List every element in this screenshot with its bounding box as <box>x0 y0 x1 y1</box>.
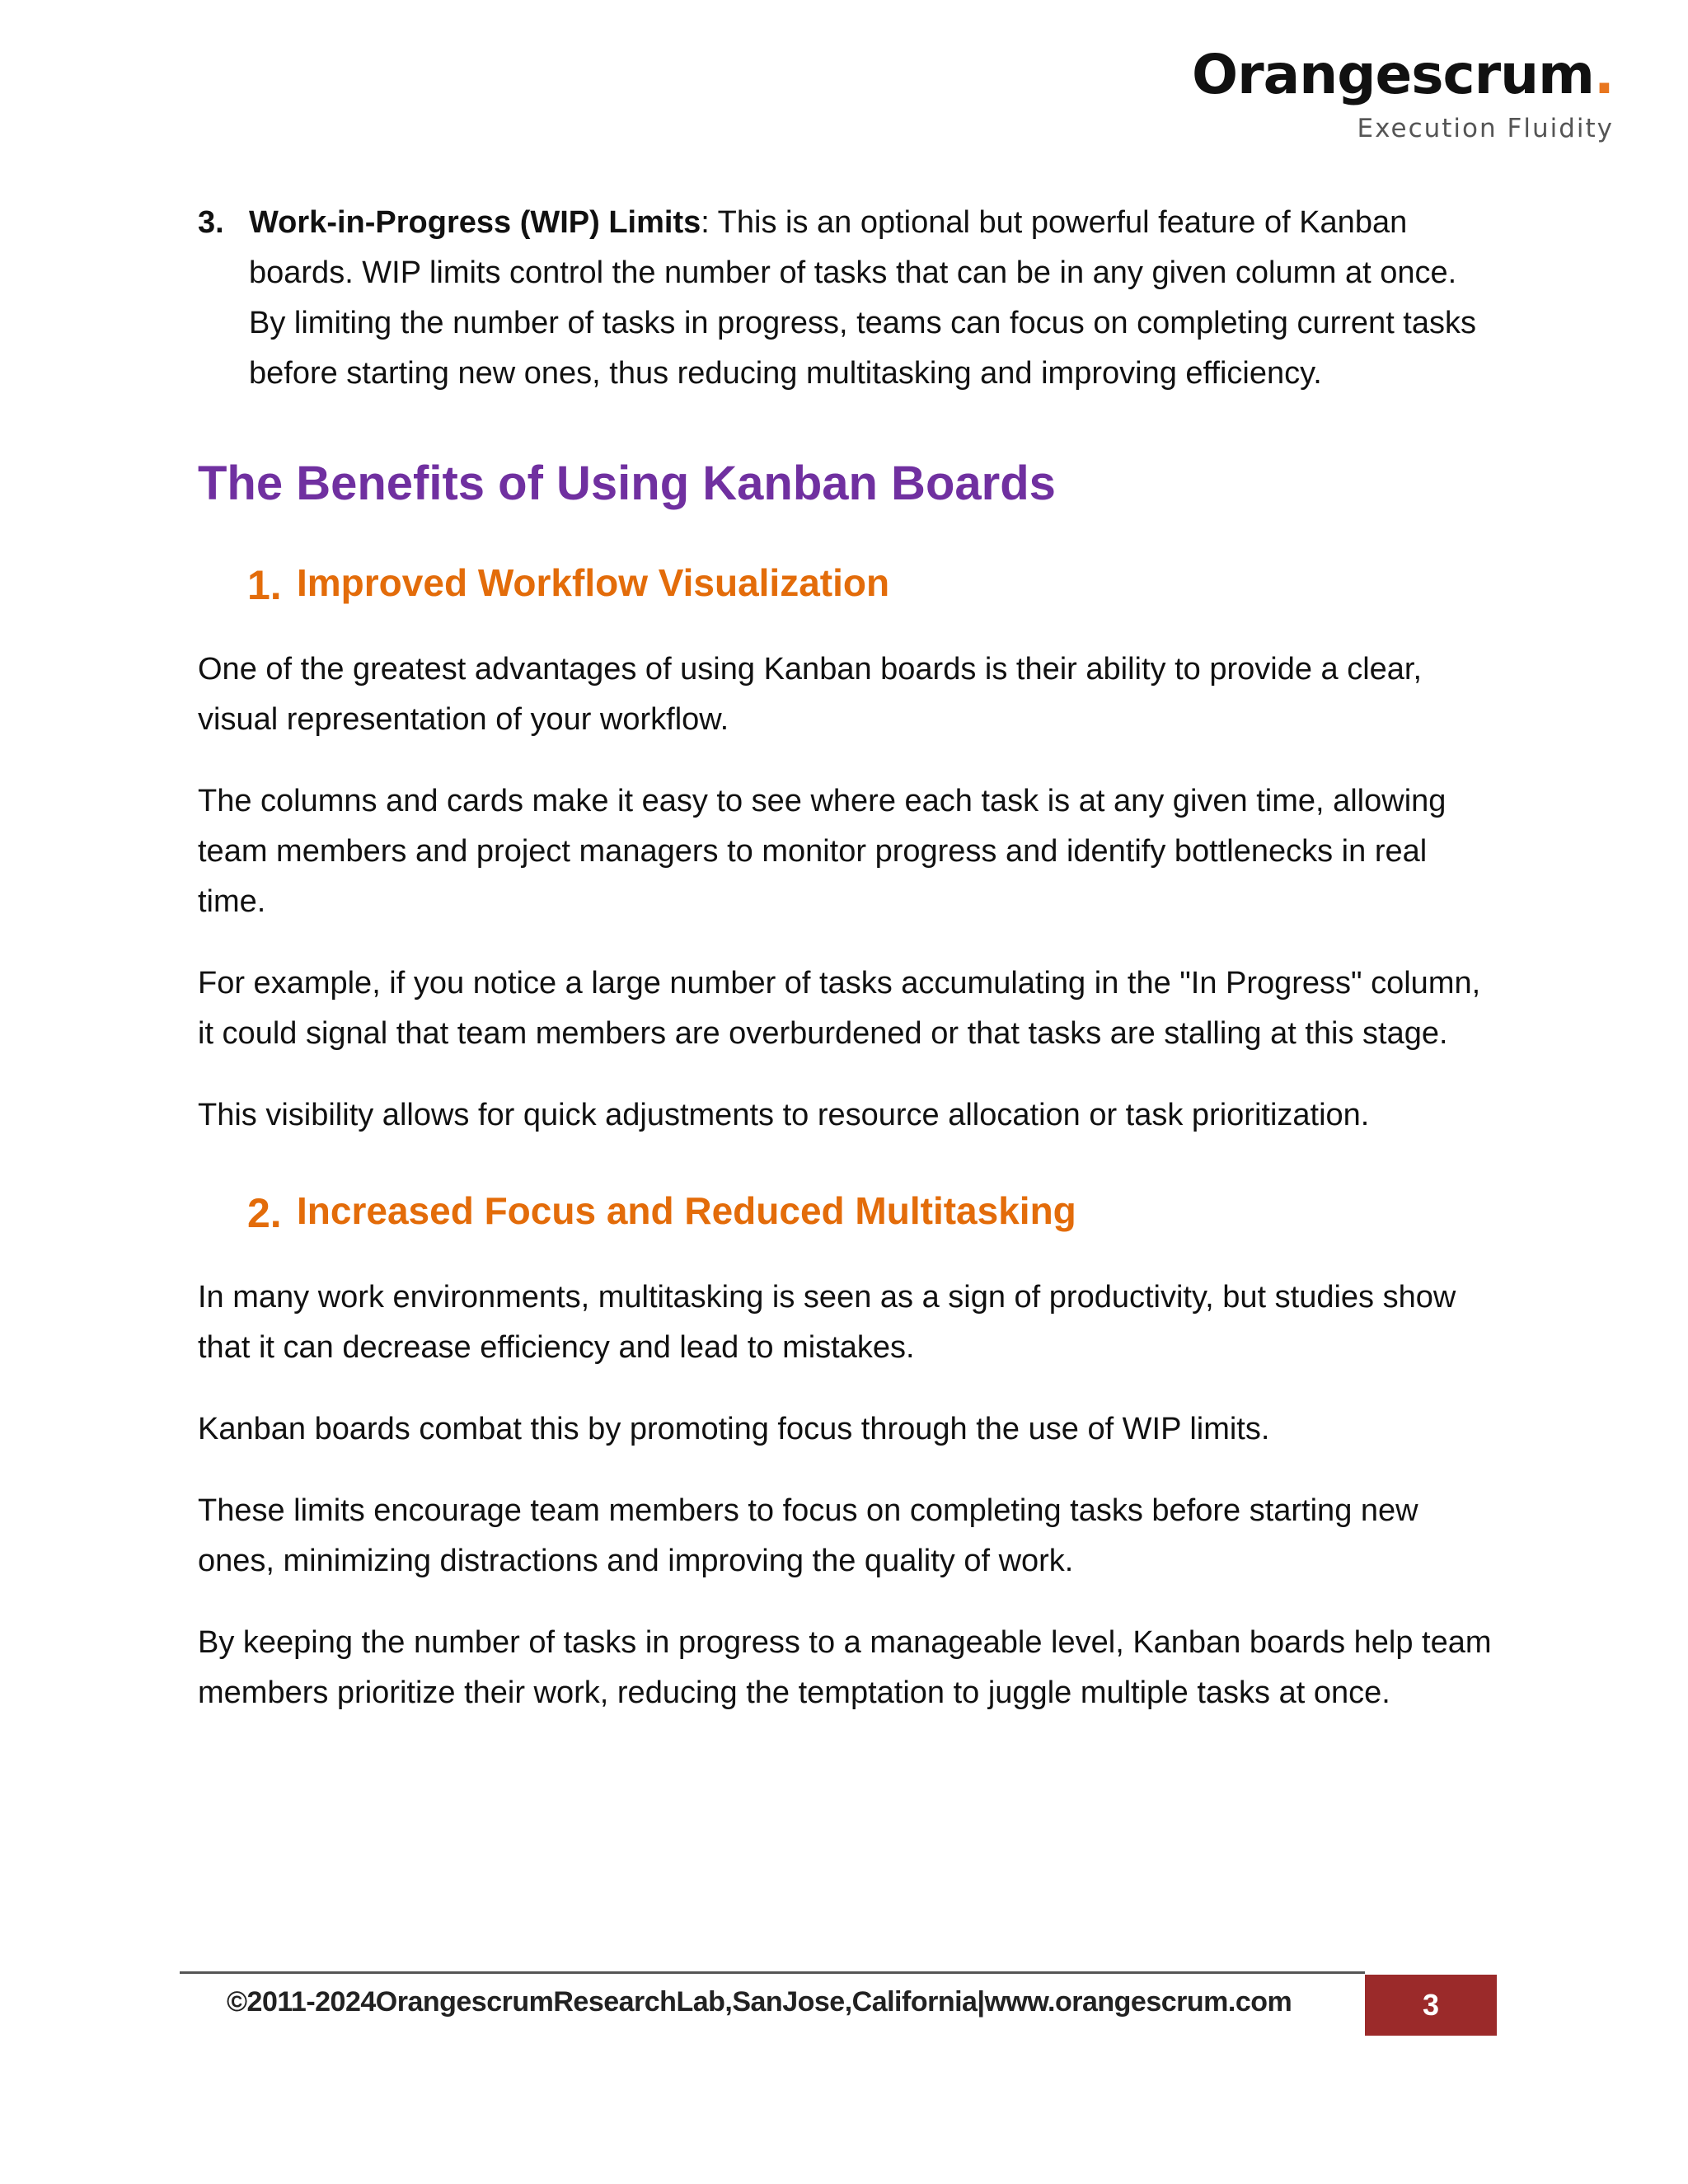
document-body <box>198 198 1500 1718</box>
logo-wordmark <box>1192 43 1614 106</box>
paragraph: One of the greatest advantages of using Kanban boards is their ability to provide a clear, visual representation of your workflow. <box>198 651 1423 737</box>
page-number: 3 <box>1365 1975 1497 2036</box>
footer-divider <box>180 1971 1365 1974</box>
list-item-wip-limits <box>198 198 1500 399</box>
subsection-heading-2 <box>247 1188 1500 1238</box>
subsection-title: Increased Focus and Reduced Multitasking <box>297 1188 1076 1232</box>
orangescrum-logo <box>1192 43 1614 143</box>
paragraph: Kanban boards combat this by promoting focus through the use of WIP limits. <box>198 1411 1270 1446</box>
paragraph: The columns and cards make it easy to see where each task is at any given time, allowing team members and project managers to monitor progress and identify bottlenecks in real time. <box>198 783 1447 919</box>
logo-dot: . <box>1593 43 1614 106</box>
subsection-heading-1 <box>247 560 1500 610</box>
list-item-text <box>249 198 1500 399</box>
logo-tagline: Execution Fluidity <box>1357 114 1614 143</box>
paragraph: In many work environments, multitasking is seen as a sign of productivity, but studies show that it can decrease efficiency and lead to mistakes. <box>198 1279 1456 1365</box>
subsection-number: 2. <box>247 1189 282 1236</box>
logo-name: Orangescrum <box>1192 43 1594 106</box>
subsection-title: Improved Workflow Visualization <box>297 560 890 604</box>
list-number: 3. <box>198 205 224 240</box>
subsection-number: 1. <box>247 561 282 608</box>
list-item-bold: Work-in-Progress (WIP) Limits <box>249 205 701 240</box>
paragraph: For example, if you notice a large number of tasks accumulating in the "In Progress" column, it could signal that team members are overburdened or that tasks are stalling at this stage. <box>198 965 1481 1051</box>
paragraph: This visibility allows for quick adjustments to resource allocation or task prioritization. <box>198 1097 1370 1132</box>
list-item-rest: : This is an optional but powerful feature of Kanban boards. WIP limits control the number of tasks that can be in any given column at once. By limiting the number of tasks in progress, teams can focus on completing current tasks before starting new ones, thus reducing multitasking and improving efficiency. <box>249 205 1476 391</box>
paragraph: By keeping the number of tasks in progress to a manageable level, Kanban boards help team members prioritize their work, reducing the temptation to juggle multiple tasks at once. <box>198 1624 1492 1710</box>
footer-copyright: ©2011-2024OrangescrumResearchLab,SanJose,California|www.orangescrum.com <box>227 1986 1292 2018</box>
paragraph: These limits encourage team members to focus on completing tasks before starting new ones, minimizing distractions and improving the quality of work. <box>198 1493 1418 1578</box>
section-heading: The Benefits of Using Kanban Boards <box>198 457 1056 510</box>
